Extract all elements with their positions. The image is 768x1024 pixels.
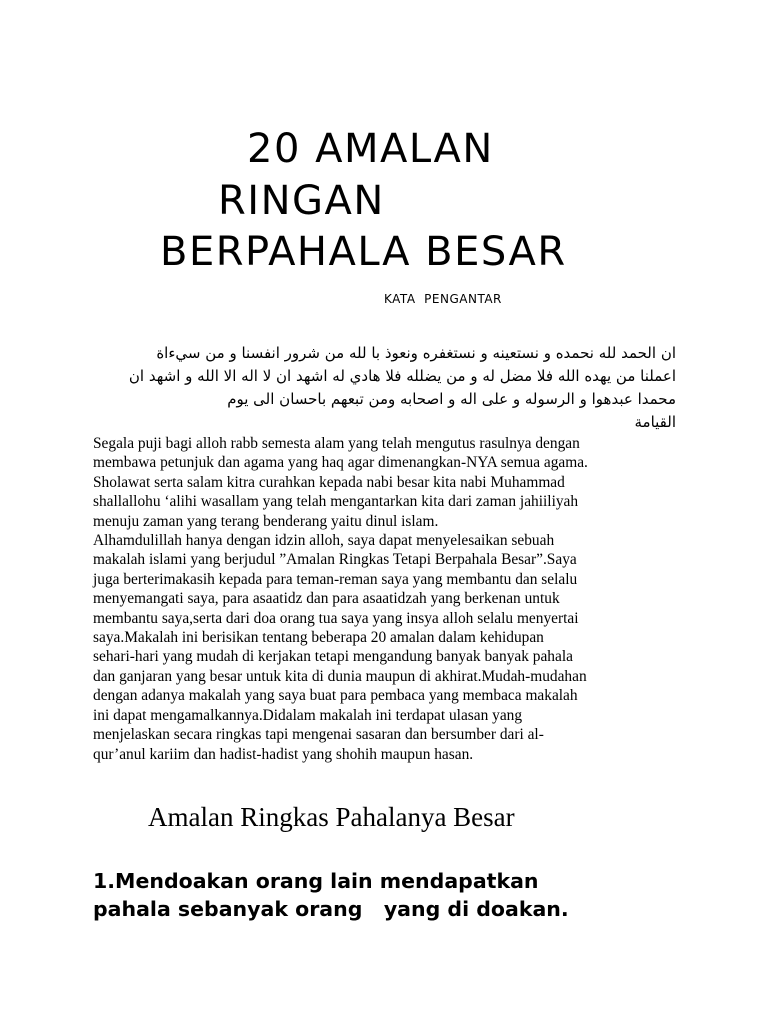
document-title-line-3: BERPAHALA BESAR	[160, 229, 567, 275]
amalan-point-1	[93, 867, 569, 923]
arabic-opening	[96, 342, 676, 434]
arabic-line: محمدا عبدهوا و الرسوله و على اله و اصحابه ومن تبعهم باحسان الى يوم	[227, 390, 676, 408]
body-line: sehari-hari yang mudah di kerjakan tetapi mengandung banyak banyak pahala	[93, 648, 573, 666]
body-line: menjelaskan secara ringkas tapi mengenai sasaran dan bersumber dari al-	[93, 726, 544, 744]
body-line: juga berterimakasih kepada para teman-reman saya yang membantu dan selalu	[93, 570, 578, 588]
body-line: menyemangati saya, para asaatidz dan para asaatidzah yang berkenan untuk	[93, 590, 560, 608]
arabic-line: اعملنا من يهده الله فلا مضل له و من يضلله فلا هادي له اشهد ان لا اله الا الله و اشهد ان	[128, 367, 676, 385]
point-line: 1.Mendoakan orang lain mendapatkan	[93, 869, 539, 893]
body-line: Sholawat serta salam kitra curahkan kepada nabi besar kita nabi Muhammad	[93, 473, 565, 491]
body-line: ini dapat mengamalkannya.Didalam makalah ini terdapat ulasan yang	[93, 706, 523, 724]
document-title-line-2: RINGAN	[218, 178, 385, 224]
section-heading: Amalan Ringkas Pahalanya Besar	[148, 802, 515, 832]
arabic-line: القيامة	[634, 413, 676, 431]
body-line: dan ganjaran yang besar untuk kita di dunia maupun di akhirat.Mudah-mudahan	[93, 667, 587, 685]
body-line: Alhamdulillah hanya dengan idzin alloh, saya dapat menyelesaikan sebuah	[93, 532, 555, 550]
arabic-line: ان الحمد لله نحمده و نستعينه و نستغفره ونعوذ با لله من شرور انفسنا و من سيءاة	[156, 344, 676, 362]
document-title-line-1: 20 AMALAN	[247, 126, 494, 172]
body-line: qur’anul kariim dan hadist-hadist yang shohih maupun hasan.	[93, 745, 474, 763]
foreword-heading: KATA PENGANTAR	[384, 292, 502, 306]
body-line: makalah islami yang berjudul ”Amalan Ringkas Tetapi Berpahala Besar”.Saya	[93, 551, 577, 569]
body-line: Segala puji bagi alloh rabb semesta alam yang telah mengutus rasulnya dengan	[93, 435, 580, 452]
body-line: membantu saya,serta dari doa orang tua saya yang insya alloh selalu menyertai	[93, 609, 579, 627]
body-line: membawa petunjuk dan agama yang haq agar dimenangkan-NYA semua agama.	[93, 454, 588, 472]
foreword-body	[93, 434, 683, 764]
body-line: menuju zaman yang terang benderang yaitu dinul islam.	[93, 512, 439, 530]
body-line: shallallohu ‘alihi wasallam yang telah mengantarkan kita dari zaman jahiiliyah	[93, 493, 579, 511]
point-line: pahala sebanyak orang yang di doakan.	[93, 897, 569, 921]
body-line: dengan adanya makalah yang saya buat para pembaca yang membaca makalah	[93, 687, 578, 705]
body-line: saya.Makalah ini berisikan tentang beberapa 20 amalan dalam kehidupan	[93, 629, 544, 647]
